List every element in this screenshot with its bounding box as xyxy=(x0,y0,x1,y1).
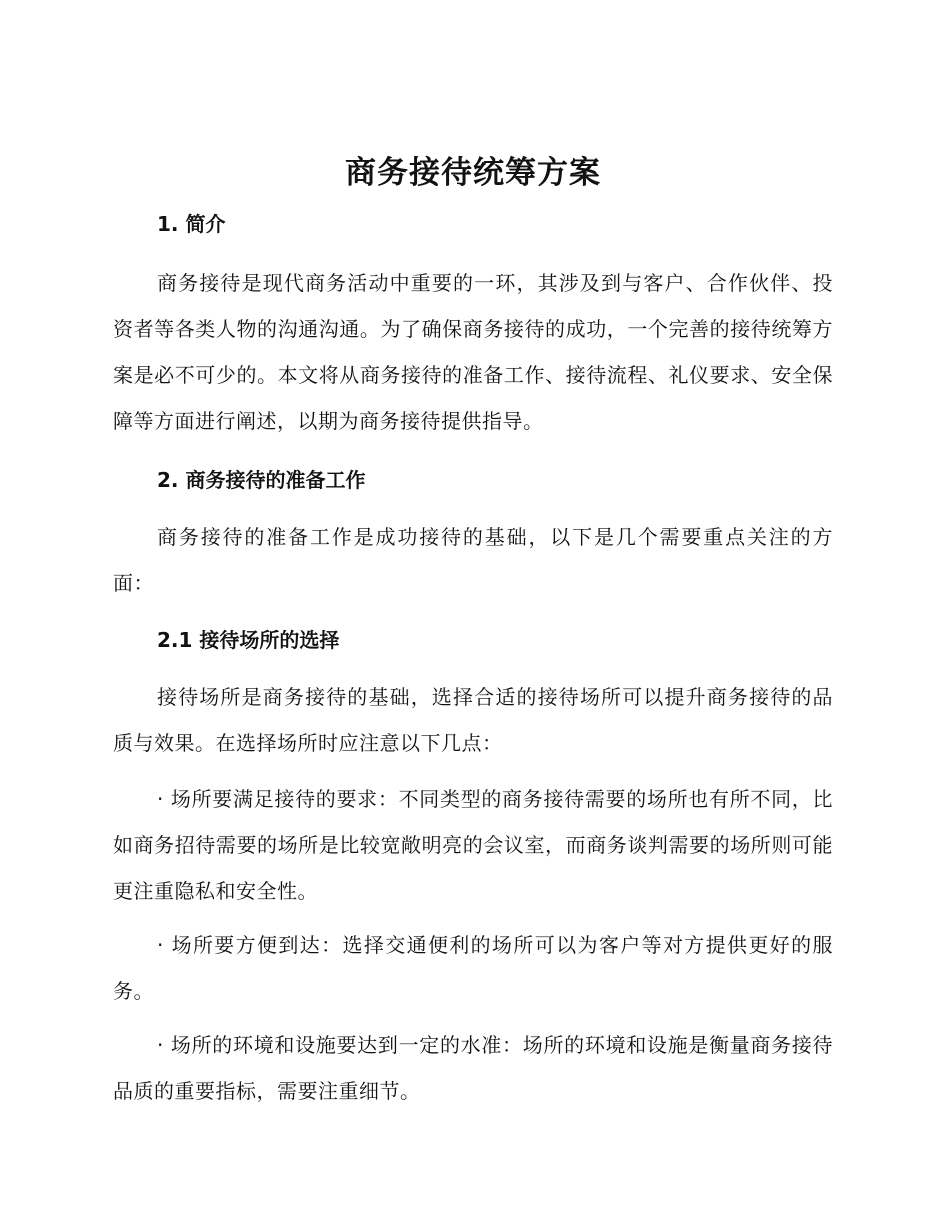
section-heading-preparation: 2. 商务接待的准备工作 xyxy=(157,468,366,492)
paragraph-intro: 商务接待是现代商务活动中重要的一环，其涉及到与客户、合作伙伴、投资者等各类人物的沟通沟通。为了确保商务接待的成功，一个完善的接待统筹方案是必不可少的。本文将从商务接待的准备工作、接待流程、礼仪要求、安全保障等方面进行阐述，以期为商务接待提供指导。 xyxy=(113,271,833,433)
bullet-venue-facilities: · 场所的环境和设施要达到一定的水准：场所的环境和设施是衡量商务接待品质的重要指标，需要注重细节。 xyxy=(113,1033,833,1103)
section-heading-intro: 1. 简介 xyxy=(157,212,226,236)
document-title: 商务接待统筹方案 xyxy=(345,155,601,191)
bullet-venue-access: · 场所要方便到达：选择交通便利的场所可以为客户等对方提供更好的服务。 xyxy=(113,933,833,1003)
document-page xyxy=(113,150,833,1114)
section-heading-venue: 2.1 接待场所的选择 xyxy=(157,628,340,652)
paragraph-preparation: 商务接待的准备工作是成功接待的基础，以下是几个需要重点关注的方面： xyxy=(113,525,833,595)
paragraph-venue: 接待场所是商务接待的基础，选择合适的接待场所可以提升商务接待的品质与效果。在选择场所时应注意以下几点： xyxy=(113,685,833,755)
bullet-venue-requirements: · 场所要满足接待的要求：不同类型的商务接待需要的场所也有所不同，比如商务招待需要的场所是比较宽敞明亮的会议室，而商务谈判需要的场所则可能更注重隐私和安全性。 xyxy=(113,787,833,903)
